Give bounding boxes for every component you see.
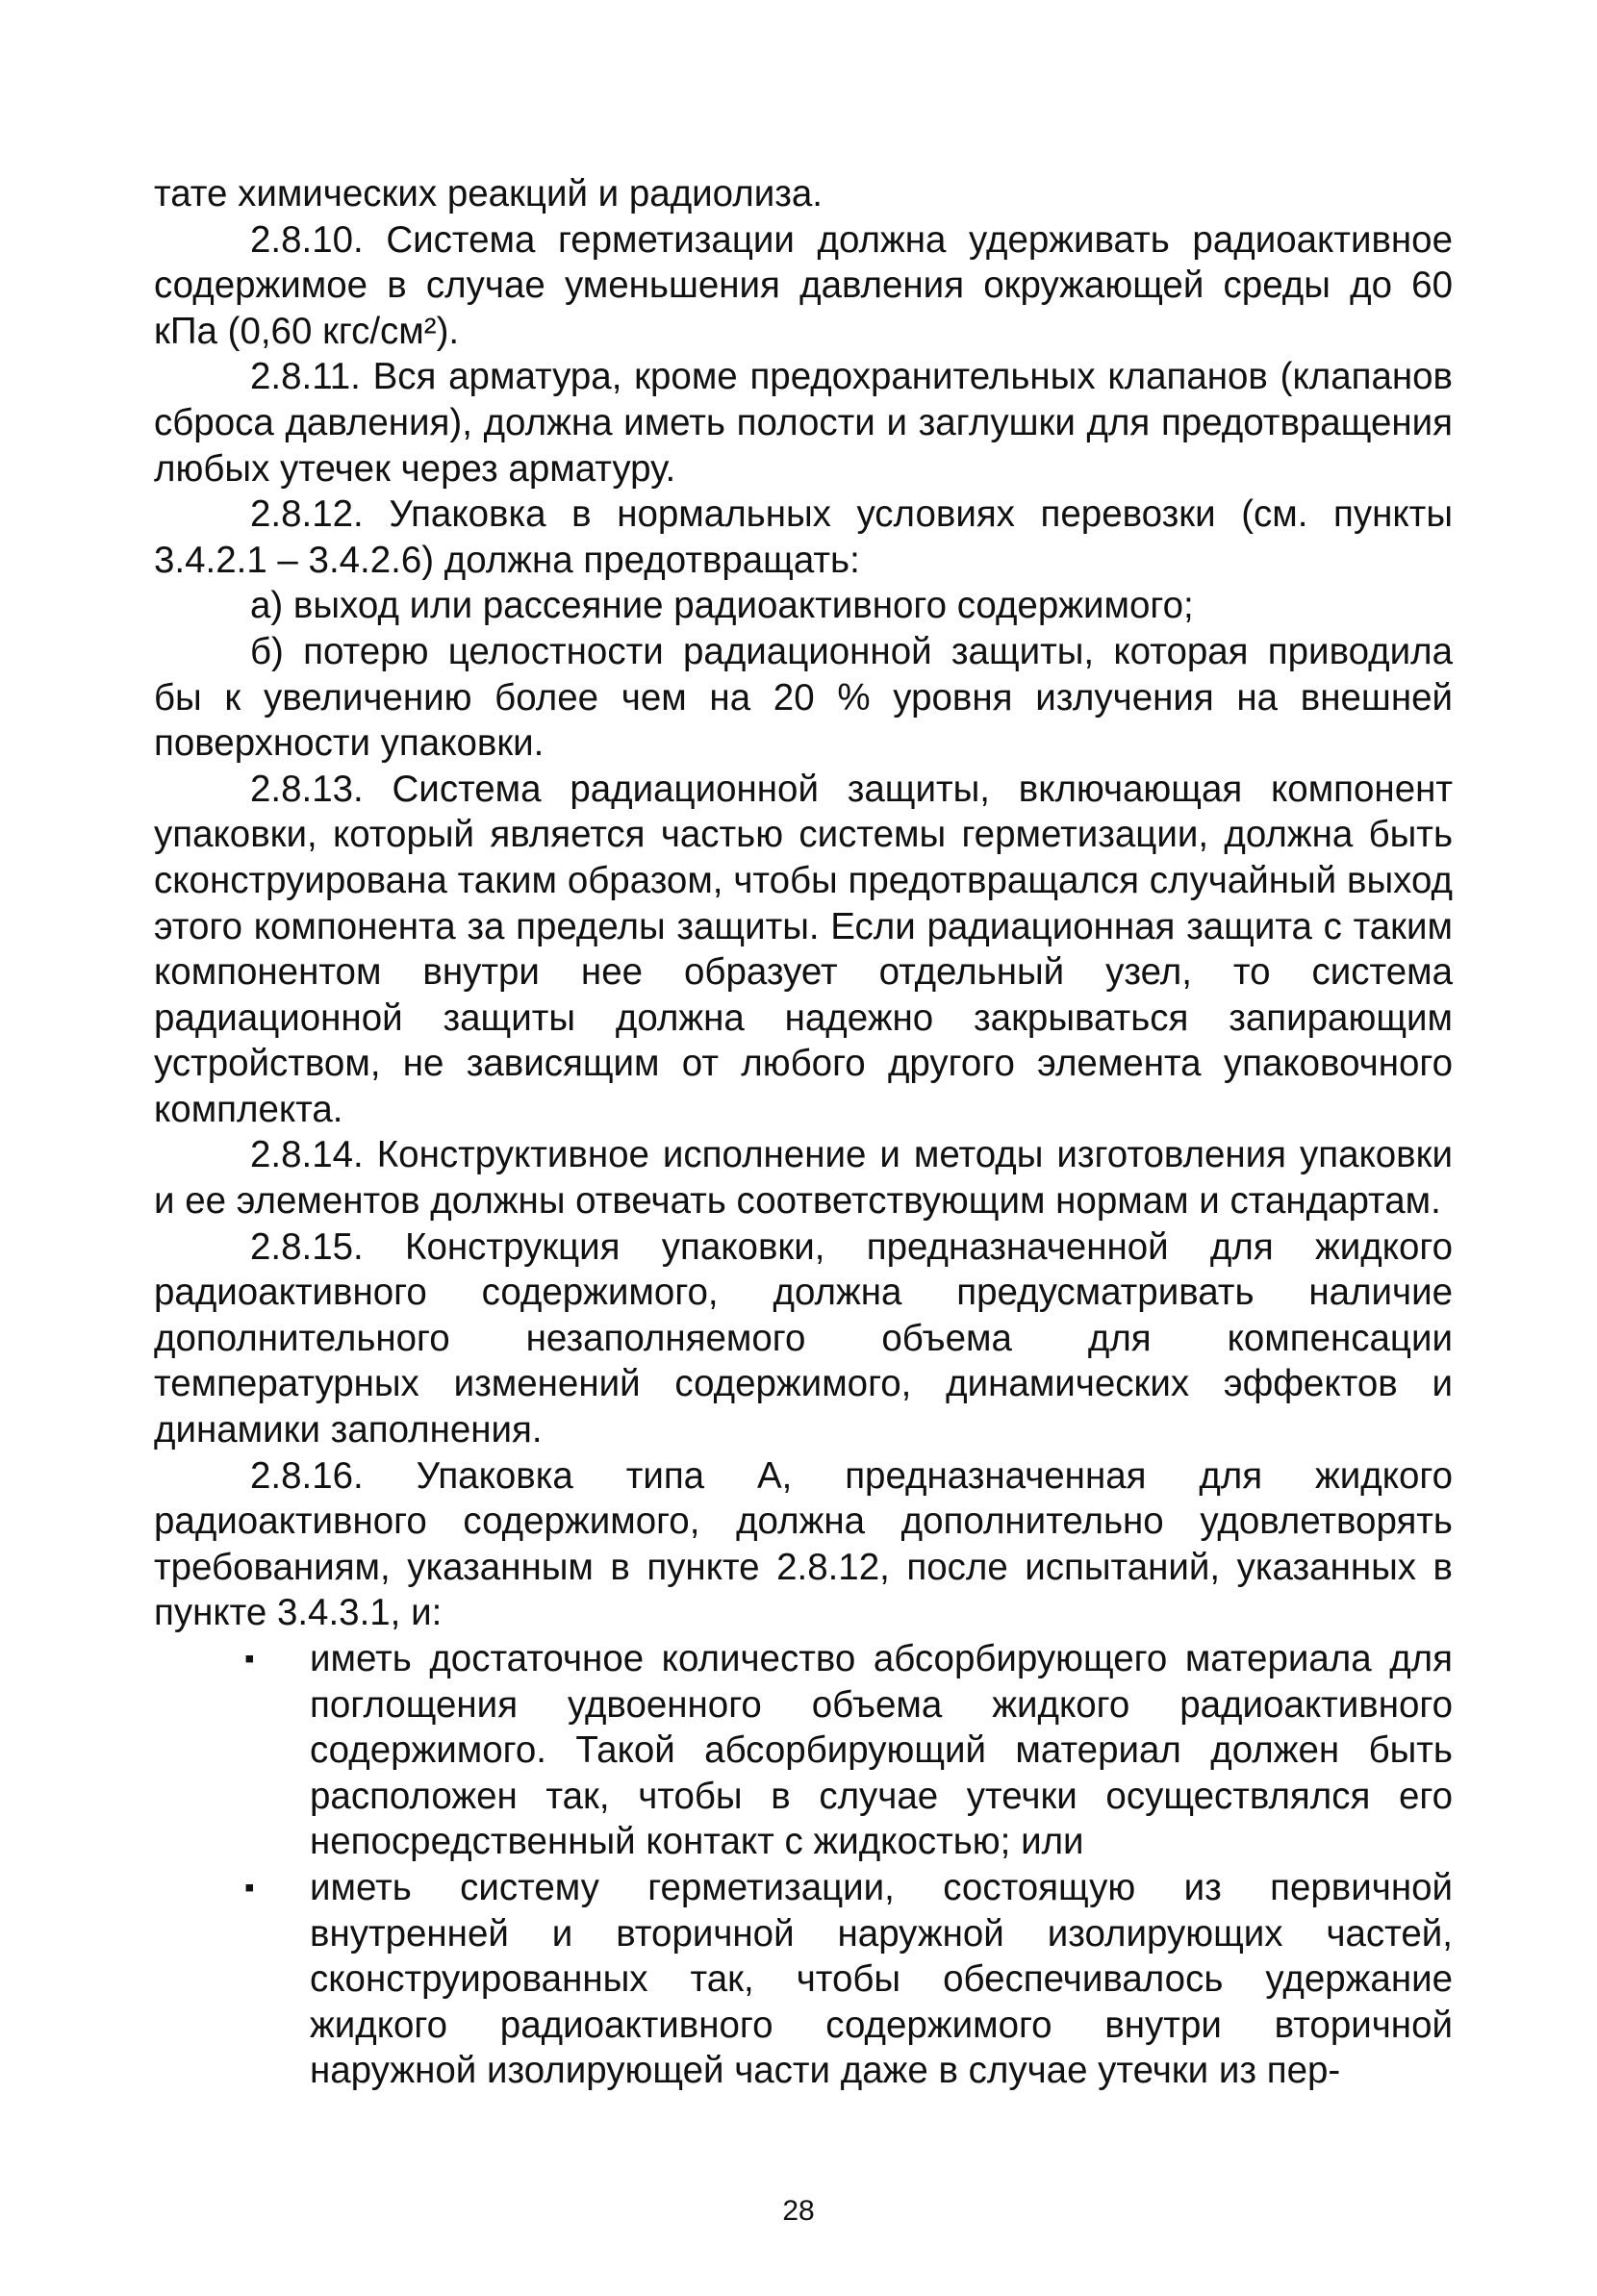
- bullet-square-icon: ▪: [244, 1643, 255, 1675]
- requirements-list: [154, 1636, 1453, 2094]
- page-body: [154, 171, 1453, 2094]
- paragraph-2-8-14: 2.8.14. Конструктивное исполнение и методы изготовления упаковки и ее элементов должны отвечать соответствующим нормам и стандартам.: [154, 1134, 1453, 1223]
- list-item-text: иметь систему герметизации, состоящую из первичной внутренней и вторичной наружной изолирующих частей, сконструированных так, чтобы обеспечивалось удержание жидкого радиоактивного содержимого внутри вторичной наружной изолирующей части даже в случае утечки из пер-: [310, 1866, 1453, 2092]
- bullet-square-icon: ▪: [244, 1871, 255, 1904]
- paragraph-continuation: тате химических реакций и радиолиза.: [154, 173, 823, 214]
- paragraph-2-8-12: 2.8.12. Упаковка в нормальных условиях перевозки (см. пункты 3.4.2.1 – 3.4.2.6) должна предотвращать:: [154, 493, 1453, 581]
- paragraph-2-8-10: 2.8.10. Система герметизации должна удерживать радиоактивное содержимое в случае уменьшения давления окружающей среды до 60 кПа (0,60 кгс/см²).: [154, 218, 1453, 352]
- list-item-text: иметь достаточное количество абсорбирующего материала для поглощения удвоенного объема жидкого радиоактивного содержимого. Такой абсорбирующий материал должен быть расположен так, чтобы в случае утечки осуществлялся его непосредственный контакт с жидкостью; или: [310, 1638, 1453, 1863]
- paragraph-2-8-15: 2.8.15. Конструкция упаковки, предназначенной для жидкого радиоактивного содержимого, должна предусматривать наличие дополнительного незаполняемого объема для компенсации температурных изменений содержимого, динамических эффектов и динамики заполнения.: [154, 1225, 1453, 1451]
- paragraph-2-8-16: 2.8.16. Упаковка типа А, предназначенная для жидкого радиоактивного содержимого, должна дополнительно удовлетворять требованиям, указанным в пункте 2.8.12, после испытаний, указанных в пункте 3.4.3.1, и:: [154, 1454, 1453, 1634]
- paragraph-2-8-12-b: б) потерю целостности радиационной защиты, которая приводила бы к увеличению более чем на 20 % уровня излучения на внешней поверхности упаковки.: [154, 630, 1453, 765]
- page-number: 28: [782, 2195, 815, 2227]
- paragraph-2-8-12-a: а) выход или рассеяние радиоактивного содержимого;: [250, 585, 1194, 627]
- paragraph-2-8-13: 2.8.13. Система радиационной защиты, включающая компонент упаковки, который является частью системы герметизации, должна быть сконструирована таким образом, чтобы предотвращался случайный выход этого компонента за пределы защиты. Если радиационная защита с таким компонентом внутри нее образует отдельный узел, то система радиационной защиты должна надежно закрываться запирающим устройством, не зависящим от любого другого элемента упаковочного комплекта.: [154, 768, 1453, 1130]
- list-item: [244, 1865, 1453, 2094]
- paragraph-2-8-11: 2.8.11. Вся арматура, кроме предохранительных клапанов (клапанов сброса давления), должна иметь полости и заглушки для предотвращения любых утечек через арматуру.: [154, 356, 1453, 490]
- list-item: [244, 1636, 1453, 1865]
